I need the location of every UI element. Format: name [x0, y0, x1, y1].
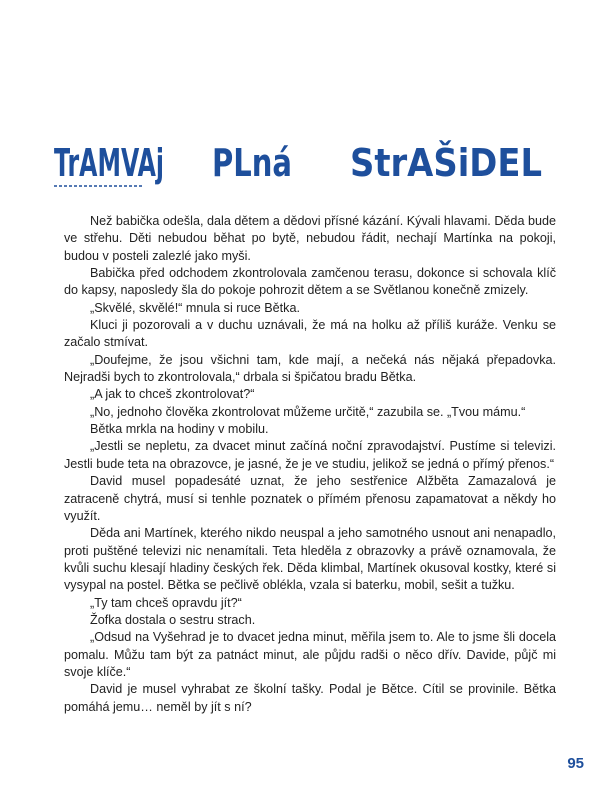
paragraph: Žofka dostala o sestru strach. [90, 612, 256, 627]
paragraph: Děda ani Martínek, kterého nikdo neuspal a jeho samotného usnout ani nenapadlo, proti puštěné televizi nic nenamítali. Teta hleděla z obrazovky a právě oznamovala, že kvůli suchu klesají hladiny českých řek. Děda klimbal, Martínek okusoval kostky, které si vysypal na postel. Bětka se pečlivě oblékla, vzala si baterku, mobil, sešit a tužku. [64, 526, 556, 593]
paragraph: Kluci ji pozorovali a v duchu uznávali, že má na holku až příliš kuráže. Venku se začalo stmívat. [64, 318, 556, 350]
paragraph: „Ty tam chceš opravdu jít?“ [90, 595, 242, 610]
page-number: 95 [567, 755, 584, 772]
paragraph: „Doufejme, že jsou všichni tam, kde mají, a nečeká nás nějaká přepadovka. Nejradši bych to zkontrolovala,“ drbala si špičatou bradu Bětka. [64, 352, 556, 385]
paragraph: „No, jednoho člověka zkontrolovat můžeme určitě,“ zazubila se. „Tvou mámu.“ [90, 404, 526, 419]
paragraph: „Jestli se nepletu, za dvacet minut začíná noční zpravodajství. Pustíme si televizi. Jestli bude teta na obrazovce, je jasné, že je ve studiu, jelikož se jedná o přímý přenos.“ [64, 439, 556, 471]
paragraph: „Odsud na Vyšehrad je to dvacet jedna minut, měřila jsem to. Ale to jsme šli docela pomalu. Můžu tam být za patnáct minut, ale půjdu radši o něco dřív. Davide, půjč mi svoje klíče.“ [64, 630, 556, 679]
paragraph: „A jak to chceš zkontrolovat?“ [90, 387, 255, 402]
paragraph: David musel popadesáté uznat, že jeho sestřenice Alžběta Zamazalová je zatraceně chytrá, musí si tenhle poznatek o přímém přenosu zapamatovat a někdy ho využít. [64, 474, 556, 523]
title-word-3: StrAŠiDEL [350, 141, 542, 185]
paragraph: Než babička odešla, dala dětem a dědovi přísné kázání. Kývali hlavami. Děda bude ve střehu. Děti nebudou běhat po bytě, nebudou řádit, nechají Martínka na pokoji, budou v posteli zalezlé jako myši. [64, 214, 556, 263]
paragraph: Babička před odchodem zkontrolovala zamčenou terasu, dokonce si schovala klíč do kapsy, naposledy šla do pokoje pohrozit dětem a se Světlanou konečně zmizely. [64, 266, 556, 298]
title-word-1: TrAMVAj [54, 141, 164, 185]
chapter-body [64, 213, 556, 716]
paragraph: Bětka mrkla na hodiny v mobilu. [90, 422, 269, 437]
paragraph: „Skvělé, skvělé!“ mnula si ruce Bětka. [90, 300, 300, 315]
chapter-title [52, 140, 552, 200]
title-word-2: PLná [212, 141, 292, 185]
paragraph: David je musel vyhrabat ze školní tašky. Podal je Bětce. Cítil se provinile. Bětka pomáhá jemu… neměl by jít s ní? [64, 682, 556, 714]
